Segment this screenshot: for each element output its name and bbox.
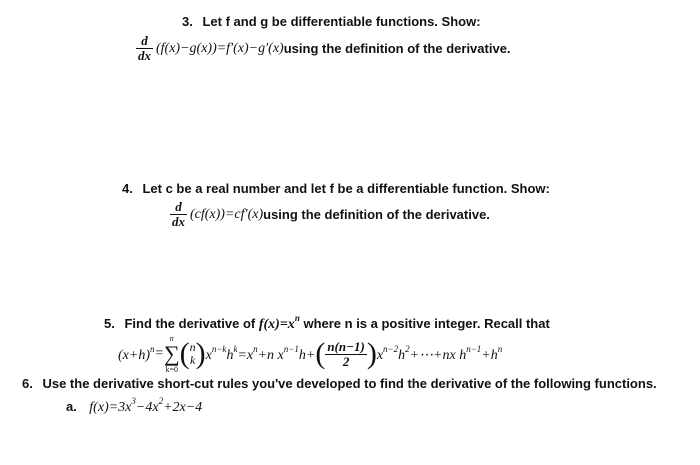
derivative-operator-4 [170,200,187,229]
equals-sign: = [154,346,164,361]
expansion-rhs: $=x^n+n$ $x^{n-1}h+$ [237,344,316,363]
problem-4-tail: using the definition of the derivative. [263,207,490,222]
problem-5-fx: $f(x)=x^n$ [258,313,300,332]
frac-left-paren: ( [315,337,326,370]
problem-4-equation [170,200,490,229]
d-numerator-4: d [170,200,187,215]
problem-3-number: 3. [182,14,193,29]
summation: n ∑ k=0 [163,334,180,374]
problem-3-tail: using the definition of the derivative. [283,41,511,56]
binomial-expansion [118,332,502,376]
binomial-coefficient: n k [189,340,196,367]
problem-3-expression: (f(x)−g(x))=f′(x)−g′(x) [156,40,284,56]
problem-4-statement [122,181,550,196]
problem-3-equation [136,34,511,63]
problem-6a-expression: $f(x)=3x^3-4x^2+2x-4$ [89,396,203,415]
binom-left-paren: ( [179,337,190,370]
problem-6a [66,396,202,416]
problem-5-number: 5. [104,316,115,331]
problem-4-text: Let c be a real number and let f be a differentiable function. Show: [142,181,550,196]
expansion-rest: $x^{n-2}h^2+\cdots+nx$ $h^{n-1}+h^n$ [376,344,503,363]
problem-6-number: 6. [22,376,33,391]
problem-3-statement [182,14,481,29]
problem-4-expression: (cf(x))=cf′(x) [190,206,264,222]
expansion-lhs: $(x+h)^n$ [118,344,155,363]
sum-term: $x^{n-k}h^k$ [205,344,238,363]
problem-4-number: 4. [122,181,133,196]
problem-6a-label: a. [66,399,77,414]
problem-6-statement [22,376,657,391]
problem-3-text: Let f and g be differentiable functions. Show: [202,14,481,29]
frac-right-paren: ) [366,337,377,370]
binomial-fraction: $\frac{n(n-1)}{2}$ [327,338,365,369]
d-denominator-4: dx [172,214,185,229]
d-denominator-3: dx [138,48,151,63]
derivative-operator-3 [136,34,153,63]
binom-right-paren: ) [195,337,206,370]
problem-5-text-b: where n is a positive integer. Recall that [303,316,550,331]
problem-6-text: Use the derivative short-cut rules you've developed to find the derivative of the following functions. [42,376,657,391]
problem-5-text-a: Find the derivative of [124,316,256,331]
d-numerator-3: d [136,34,153,49]
problem-5-statement [104,313,550,333]
